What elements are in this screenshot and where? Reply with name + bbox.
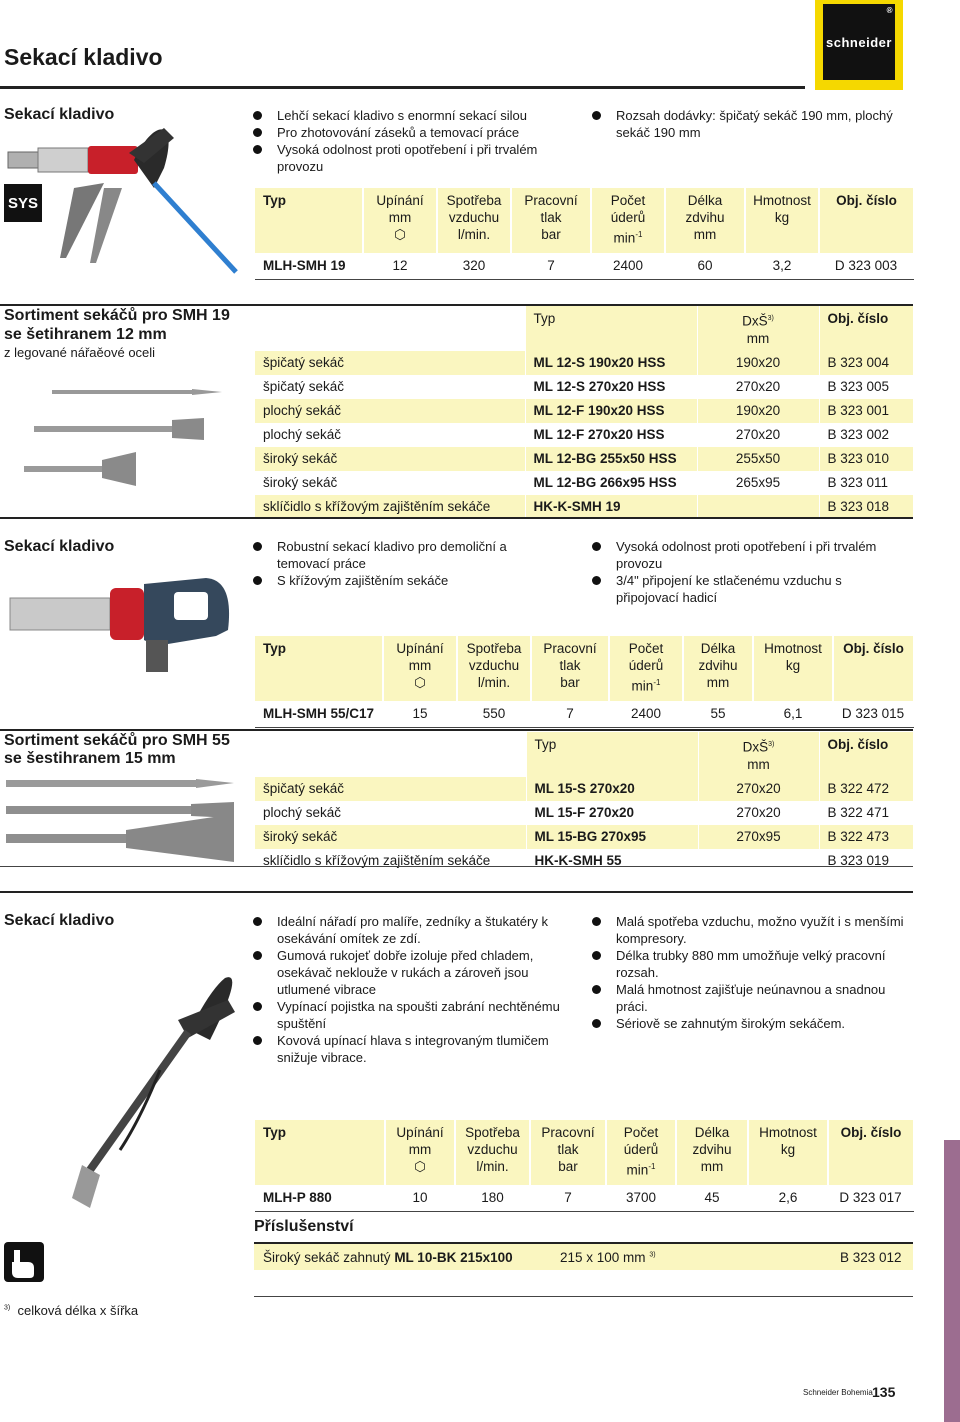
col-tlak: Pracovní tlak bar [531,636,609,701]
spec-header-row [255,636,913,701]
accessory-dim: 215 x 100 mm $^{3)}$ [560,1250,656,1265]
spec-header-row [255,188,913,253]
accessory-order: B 323 012 [840,1250,902,1265]
schneider-logo [815,0,903,90]
col-typ: Typ [255,1120,385,1185]
table-row: špičatý sekáč ML 15-S 270x20 270x20 B 322 472 [255,777,913,801]
assort1-title: Sortiment sekáčů pro SMH 19 se šetihranem 12 mm [4,307,230,343]
section2-spec-table [255,636,914,728]
bullet: Malá spotřeba vzduchu, možno využít i s menšími kompresory. [592,913,912,947]
col-upinani: Upínání mm ⬡ [383,636,457,701]
title-rule [0,86,805,89]
bullet: Kovová upínací hlava s integrovaným tlumičem snižuje vibrace. [253,1032,578,1066]
table-row: široký sekáč ML 12-BG 255x50 HSS 255x50 B 323 010 [255,447,913,471]
assort1-subtitle: z legované nářaěové oceli [4,345,156,360]
col-delka: Délka zdvihu mm [683,636,753,701]
table-row: široký sekáč ML 15-BG 270x95 270x95 B 322 473 [255,825,913,849]
col-obj: Obj. číslo [828,1120,913,1185]
col-hmotnost: Hmotnost kg [753,636,833,701]
bullet: Vysoká odolnost proti opotřebení i při trvalém provozu [253,141,558,175]
footer-brand: Schneider Bohemia [803,1388,873,1397]
col-pocet: Počet úderů $\min^{-1}$ [606,1120,676,1185]
section1-bullets-left [253,107,558,175]
col-delka: Délka zdvihu mm [676,1120,748,1185]
col-spotreba: Spotřeba vzduchu l/min. [455,1120,530,1185]
section2-rule [0,517,913,519]
table-row: špičatý sekáč ML 12-S 270x20 HSS 270x20 B 323 005 [255,375,913,399]
bullet: 3/4" připojení ke stlačenému vzduchu s připojovací hadicí [592,572,892,606]
hex-icon: ⬡ [394,227,406,242]
col-tlak: Pracovní tlak bar [511,188,591,253]
table-row: sklíčidlo s křížovým zajištěním sekáče HK-K-SMH 55 B 323 019 [255,849,913,873]
section2-bullets-left [253,538,533,589]
accessory-bottom-rule [254,1296,913,1297]
bullet: Vypínací pojistka na spoušti zabrání nechtěnému spuštění [253,998,578,1032]
col-upinani: Upínání mm ⬡ [363,188,437,253]
hand-pointer-icon [4,1242,44,1282]
section3-bullets-left [253,913,578,1066]
table-row: MLH-P 880 10 180 7 3700 45 2,6 D 323 017 [255,1185,913,1212]
col-typ: Typ [255,636,383,701]
table-row: plochý sekáč ML 12-F 190x20 HSS 190x20 B 323 001 [255,399,913,423]
col-pocet: Počet úderů $\min^{-1}$ [609,636,683,701]
accessory-name: Široký sekáč zahnutý ML 10-BK 215x100 [263,1250,513,1265]
col-upinani: Upínání mm ⬡ [385,1120,455,1185]
bullet: Vysoká odolnost proti opotřebení i při trvalém provozu [592,538,892,572]
logo-text: schneider [826,34,892,50]
bullet: Gumová rukojeť dobře izoluje před chladem, osekávač neklouže v rukách a zároveň jsou utlumené vibrace [253,947,578,998]
page-title: Sekací kladivo [4,44,163,70]
assort2-title: Sortiment sekáčů pro SMH 55 se šestihranem 15 mm [4,732,230,767]
table-row: MLH-SMH 55/C17 15 550 7 2400 55 6,1 D 323 015 [255,701,913,728]
hammer2-image [6,570,236,680]
accessory-row [254,1244,913,1270]
bullet: Pro zhotovování záseků a temovací práce [253,124,558,141]
accessories-title: Příslušenství [254,1218,354,1235]
assort2-table [255,732,914,873]
table-row: plochý sekáč ML 12-F 270x20 HSS 270x20 B 323 002 [255,423,913,447]
bullet: Sériově se zahnutým širokým sekáčem. [592,1015,912,1032]
section3-title: Sekací kladivo [4,912,115,929]
section1-title: Sekací kladivo [4,106,115,123]
assort2-rule [0,729,913,731]
hammer3-image [60,960,250,1210]
hex-icon: ⬡ [414,675,426,690]
hex-icon: ⬡ [414,1159,426,1174]
sys-badge: SYS [4,184,42,222]
section2-bullets-right [592,538,892,606]
bullet: Délka trubky 880 mm umožňuje velký pracovní rozsah. [592,947,912,981]
chisels2-image [4,772,236,862]
footnote: $^{3)}$ celková délka x šířka [4,1303,139,1318]
section3-bullets-right [592,913,912,1032]
section2-title: Sekací kladivo [4,538,115,555]
assort2-bottom-rule [0,866,913,867]
col-obj: Obj. číslo [833,636,913,701]
bullet: Robustní sekací kladivo pro demoliční a temovací práce [253,538,533,572]
col-obj: Obj. číslo [819,188,913,253]
bullet: Lehčí sekací kladivo s enormní sekací silou [253,107,558,124]
assort1-table [255,306,914,519]
col-pocet: Počet úderů $\min^{-1}$ [591,188,665,253]
table-row: MLH-SMH 19 12 320 7 2400 60 3,2 D 323 003 [255,253,913,280]
assort2-header: Typ DxŠ$^{3)}$ mm Obj. číslo [255,732,913,777]
side-color-bar [944,1140,960,1422]
table-row: špičatý sekáč ML 12-S 190x20 HSS 190x20 B 323 004 [255,351,913,375]
bullet: Malá hmotnost zajišťuje neúnavnou a snadnou práci. [592,981,912,1015]
col-spotreba: Spotřeba vzduchu l/min. [437,188,511,253]
col-spotreba: Spotřeba vzduchu l/min. [457,636,531,701]
col-tlak: Pracovní tlak bar [530,1120,606,1185]
assort1-header: Typ DxŠ$^{3)}$ mm Obj. číslo [255,306,913,351]
logo-reg: ® [886,6,893,15]
page-number: 135 [872,1384,896,1400]
chisels1-image [22,380,232,490]
bullet: S křížovým zajištěním sekáče [253,572,533,589]
table-row: široký sekáč ML 12-BG 266x95 HSS 265x95 B 323 011 [255,471,913,495]
col-delka: Délka zdvihu mm [665,188,745,253]
table-row: plochý sekáč ML 15-F 270x20 270x20 B 322 471 [255,801,913,825]
col-hmotnost: Hmotnost kg [748,1120,828,1185]
col-typ: Typ [255,188,363,253]
spec-header-row [255,1120,913,1185]
section3-spec-table [255,1120,914,1212]
col-hmotnost: Hmotnost kg [745,188,819,253]
bullet: Ideální nářadí pro malíře, zedníky a štukatéry k osekávání omítek ze zdí. [253,913,578,947]
table-row: sklíčidlo s křížovým zajištěním sekáče HK-K-SMH 19 B 323 018 [255,495,913,519]
section1-spec-table [255,188,914,280]
section1-bullets-right [592,107,922,141]
bullet: Rozsah dodávky: špičatý sekáč 190 mm, plochý sekáč 190 mm [592,107,922,141]
section3-rule [0,891,913,893]
